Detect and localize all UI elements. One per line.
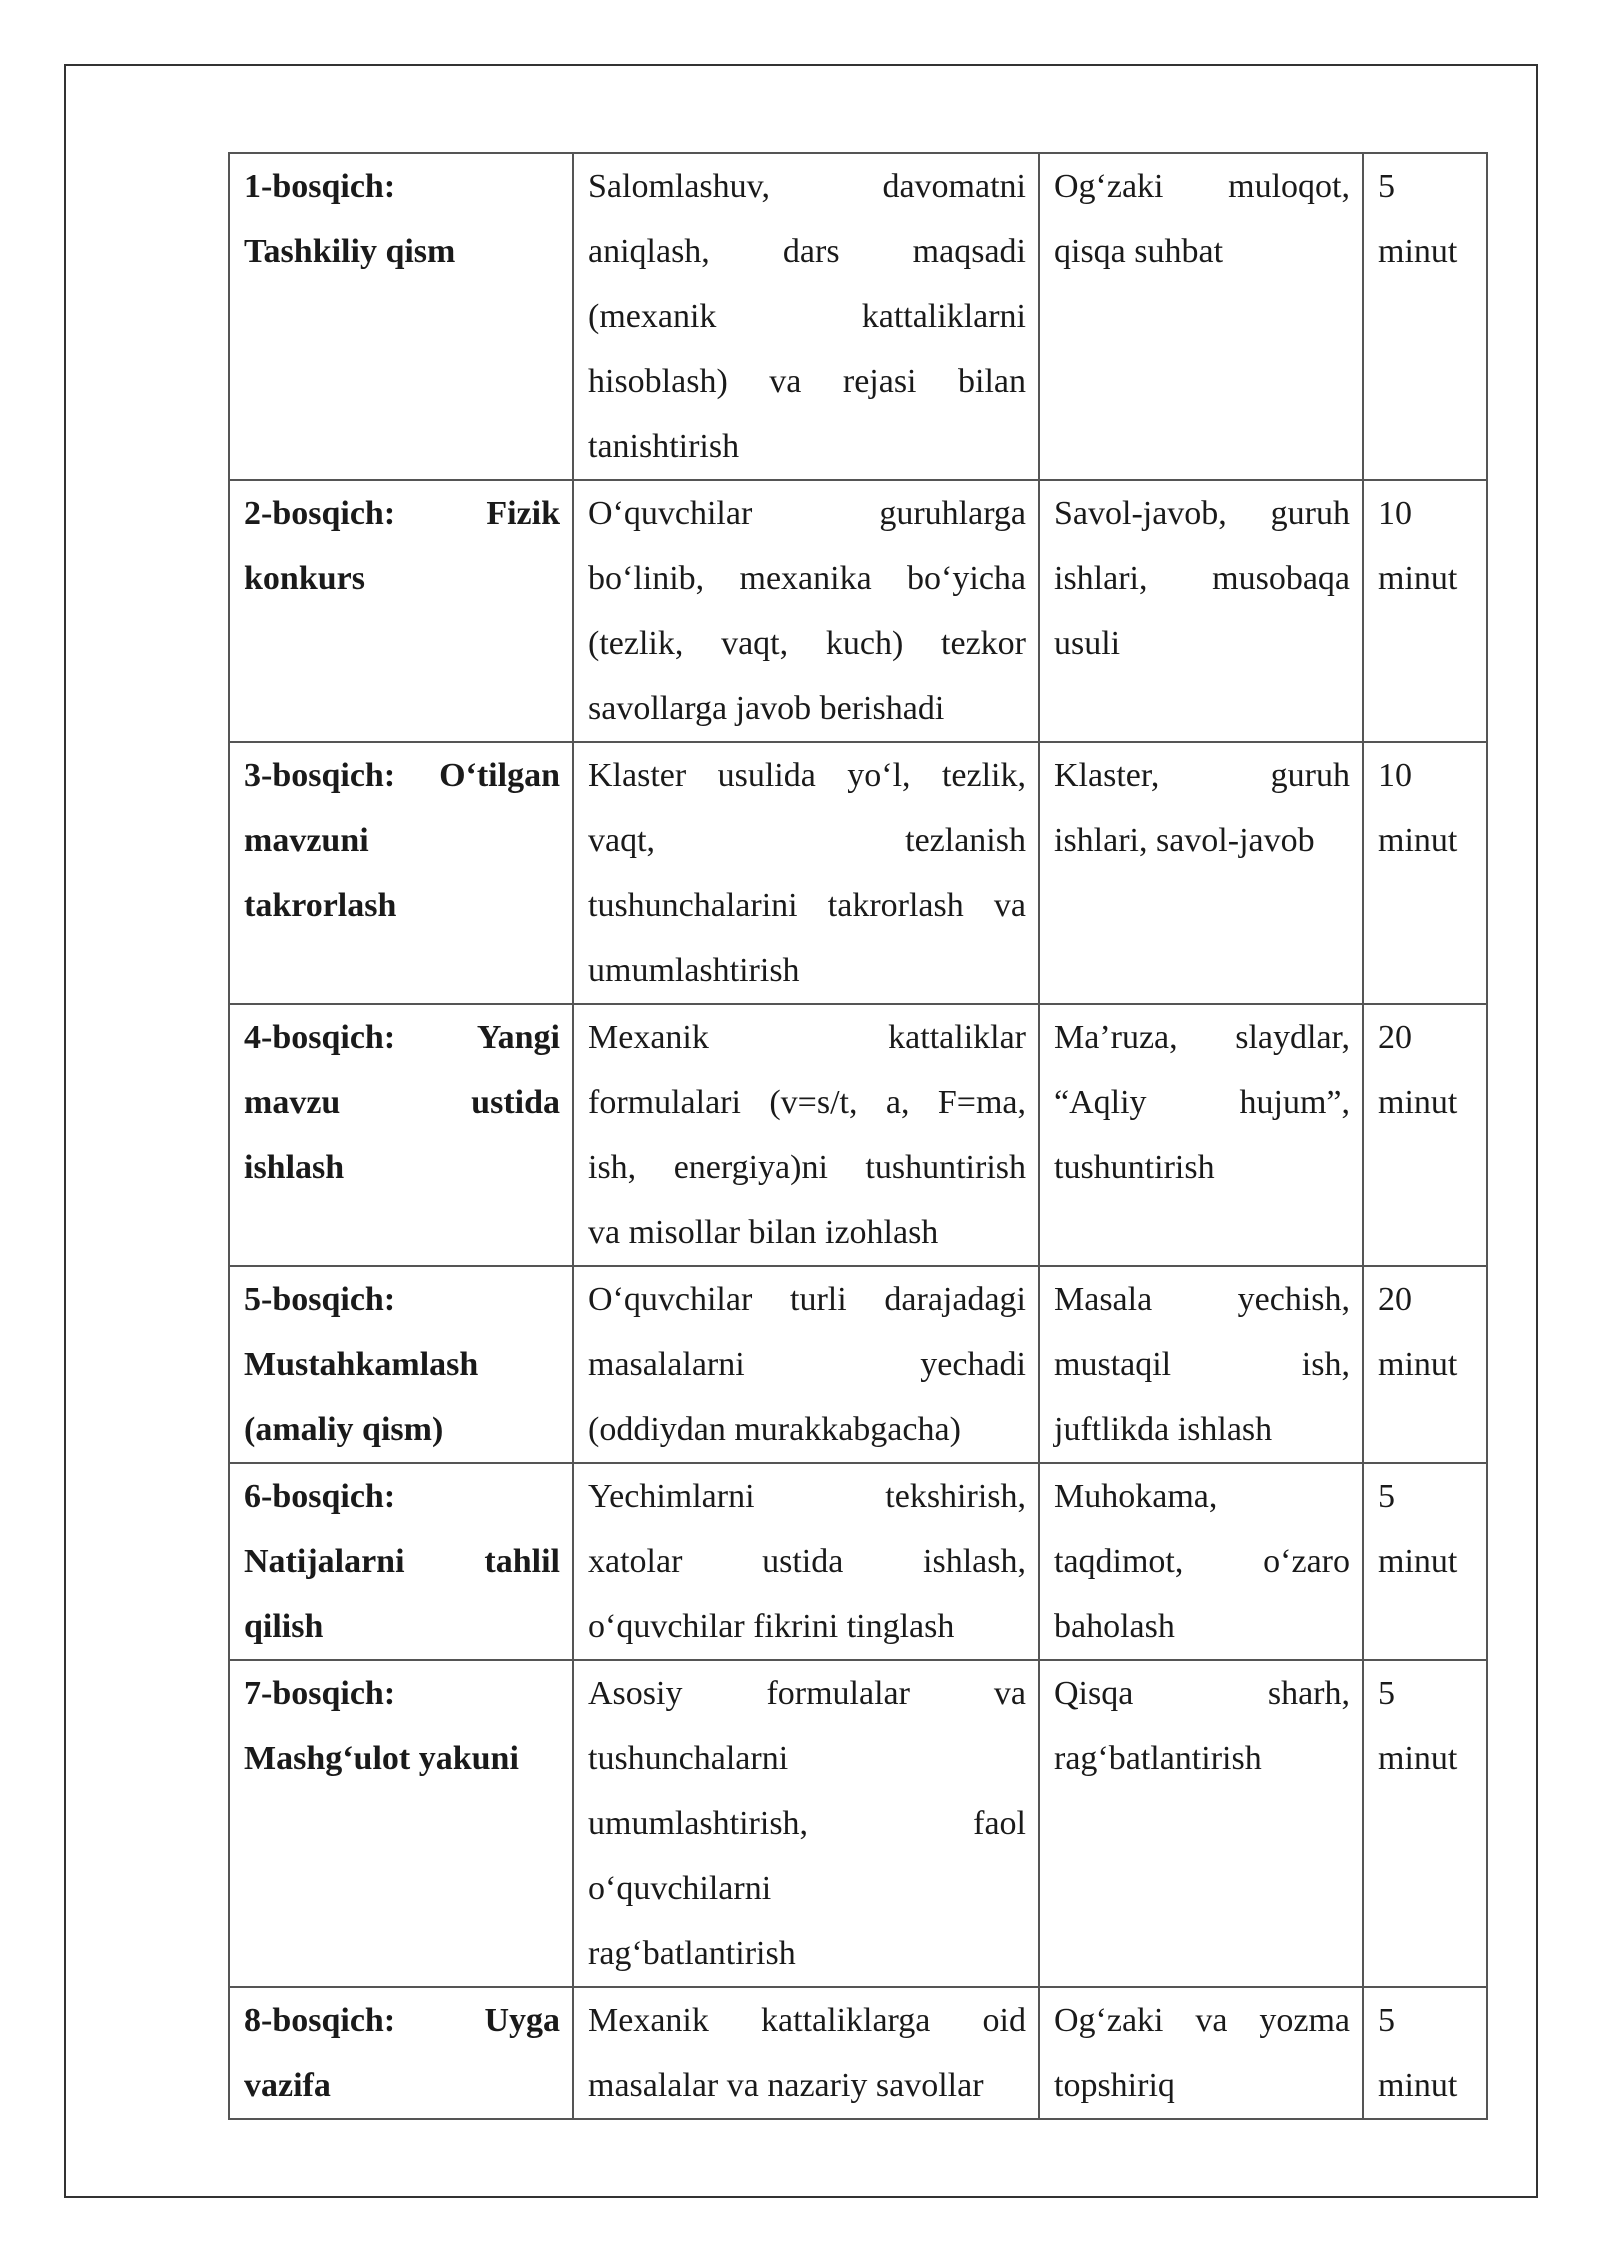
activity-cell-line: (tezlik, vaqt, kuch) tezkor xyxy=(588,625,1026,662)
stage-cell xyxy=(229,1266,573,1463)
stage-cell-line: 3-bosqich: O‘tilgan xyxy=(244,757,560,794)
activity-cell-line: rag‘batlantirish xyxy=(588,1935,796,1972)
method-cell-line: rag‘batlantirish xyxy=(1054,1740,1262,1777)
time-cell-line: 20 xyxy=(1378,1019,1412,1056)
time-cell xyxy=(1363,480,1487,742)
method-cell-line: taqdimot, o‘zaro xyxy=(1054,1543,1350,1580)
method-cell-line: qisqa suhbat xyxy=(1054,233,1224,270)
stage-cell-line: 6-bosqich: xyxy=(244,1478,396,1515)
time-cell xyxy=(1363,1463,1487,1660)
method-cell xyxy=(1039,1987,1363,2119)
stage-cell-line: takrorlash xyxy=(244,887,397,924)
method-cell xyxy=(1039,1463,1363,1660)
stage-cell-line: Tashkiliy qism xyxy=(244,233,456,270)
activity-cell-line: vaqt, tezlanish xyxy=(588,822,1026,859)
time-cell-line: 10 xyxy=(1378,495,1412,532)
stage-cell-line: Mashg‘ulot yakuni xyxy=(244,1740,519,1777)
stage-cell-line: Mustahkamlash xyxy=(244,1346,479,1383)
activity-cell-line: Yechimlarni tekshirish, xyxy=(588,1478,1026,1515)
time-cell xyxy=(1363,1987,1487,2119)
method-cell-line: tushuntirish xyxy=(1054,1149,1215,1186)
time-cell xyxy=(1363,153,1487,480)
method-cell-line: Savol-javob, guruh xyxy=(1054,495,1350,532)
time-cell xyxy=(1363,742,1487,1004)
method-cell-line: “Aqliy hujum”, xyxy=(1054,1084,1350,1121)
activity-cell-line: O‘quvchilar turli darajadagi xyxy=(588,1281,1026,1318)
time-cell-line: minut xyxy=(1378,822,1458,859)
method-cell-line: Og‘zaki va yozma xyxy=(1054,2002,1350,2039)
method-cell xyxy=(1039,742,1363,1004)
table-row xyxy=(229,1266,1487,1463)
activity-cell-line: umumlashtirish, faol xyxy=(588,1805,1026,1842)
activity-cell-line: Klaster usulida yo‘l, tezlik, xyxy=(588,757,1026,794)
stage-cell-line: 2-bosqich: Fizik xyxy=(244,495,560,532)
stage-cell xyxy=(229,1987,573,2119)
activity-cell-line: masalalarni yechadi xyxy=(588,1346,1026,1383)
activity-cell xyxy=(573,1266,1039,1463)
method-cell-line: Ma’ruza, slaydlar, xyxy=(1054,1019,1350,1056)
method-cell-line: ishlari, musobaqa xyxy=(1054,560,1350,597)
time-cell-line: 5 xyxy=(1378,2002,1395,2039)
table-body xyxy=(229,153,1487,2119)
activity-cell xyxy=(573,742,1039,1004)
method-cell-line: Qisqa sharh, xyxy=(1054,1675,1350,1712)
method-cell-line: Og‘zaki muloqot, xyxy=(1054,168,1350,205)
stage-cell-line: ishlash xyxy=(244,1149,345,1186)
activity-cell-line: hisoblash) va rejasi bilan xyxy=(588,363,1026,400)
activity-cell xyxy=(573,1463,1039,1660)
activity-cell-line: O‘quvchilar guruhlarga xyxy=(588,495,1026,532)
activity-cell-line: o‘quvchilarni xyxy=(588,1870,772,1907)
method-cell-line: ishlari, savol-javob xyxy=(1054,822,1315,859)
time-cell-line: 5 xyxy=(1378,168,1395,205)
method-cell xyxy=(1039,1660,1363,1987)
stage-cell-line: konkurs xyxy=(244,560,365,597)
activity-cell-line: aniqlash, dars maqsadi xyxy=(588,233,1026,270)
activity-cell-line: masalalar va nazariy savollar xyxy=(588,2067,984,2104)
method-cell-line: Masala yechish, xyxy=(1054,1281,1350,1318)
time-cell-line: minut xyxy=(1378,1543,1458,1580)
method-cell-line: juftlikda ishlash xyxy=(1054,1411,1273,1448)
method-cell-line: Muhokama, xyxy=(1054,1478,1218,1515)
table-row xyxy=(229,153,1487,480)
time-cell-line: 20 xyxy=(1378,1281,1412,1318)
activity-cell-line: xatolar ustida ishlash, xyxy=(588,1543,1026,1580)
activity-cell-line: (mexanik kattaliklarni xyxy=(588,298,1026,335)
activity-cell xyxy=(573,1987,1039,2119)
stage-cell xyxy=(229,1004,573,1266)
activity-cell-line: savollarga javob berishadi xyxy=(588,690,945,727)
table-row xyxy=(229,1463,1487,1660)
time-cell-line: minut xyxy=(1378,560,1458,597)
activity-cell-line: bo‘linib, mexanika bo‘yicha xyxy=(588,560,1026,597)
activity-cell-line: ish, energiya)ni tushuntirish xyxy=(588,1149,1026,1186)
table-row xyxy=(229,742,1487,1004)
activity-cell-line: tanishtirish xyxy=(588,428,740,465)
stage-cell-line: 4-bosqich: Yangi xyxy=(244,1019,560,1056)
stage-cell xyxy=(229,480,573,742)
table-row xyxy=(229,480,1487,742)
time-cell-line: minut xyxy=(1378,2067,1458,2104)
stage-cell-line: 5-bosqich: xyxy=(244,1281,396,1318)
activity-cell-line: (oddiydan murakkabgacha) xyxy=(588,1411,961,1448)
activity-cell-line: Salomlashuv, davomatni xyxy=(588,168,1026,205)
stage-cell-line: vazifa xyxy=(244,2067,331,2104)
activity-cell-line: formulalari (v=s/t, a, F=ma, xyxy=(588,1084,1026,1121)
stage-cell xyxy=(229,1660,573,1987)
stage-cell-line: 8-bosqich: Uyga xyxy=(244,2002,560,2039)
activity-cell xyxy=(573,1004,1039,1266)
stage-cell-line: mavzuni xyxy=(244,822,369,859)
method-cell xyxy=(1039,1004,1363,1266)
lesson-plan-table xyxy=(228,152,1488,2120)
time-cell-line: minut xyxy=(1378,233,1458,270)
activity-cell-line: umumlashtirish xyxy=(588,952,800,989)
activity-cell-line: tushunchalarini takrorlash va xyxy=(588,887,1026,924)
time-cell-line: 5 xyxy=(1378,1478,1395,1515)
activity-cell-line: va misollar bilan izohlash xyxy=(588,1214,939,1251)
time-cell-line: minut xyxy=(1378,1084,1458,1121)
method-cell-line: baholash xyxy=(1054,1608,1175,1645)
time-cell xyxy=(1363,1004,1487,1266)
activity-cell-line: Mexanik kattaliklarga oid xyxy=(588,2002,1026,2039)
stage-cell xyxy=(229,1463,573,1660)
time-cell-line: 10 xyxy=(1378,757,1412,794)
method-cell xyxy=(1039,1266,1363,1463)
activity-cell-line: Asosiy formulalar va xyxy=(588,1675,1026,1712)
time-cell-line: minut xyxy=(1378,1740,1458,1777)
activity-cell-line: o‘quvchilar fikrini tinglash xyxy=(588,1608,955,1645)
activity-cell-line: tushunchalarni xyxy=(588,1740,789,1777)
method-cell-line: usuli xyxy=(1054,625,1121,662)
method-cell-line: mustaqil ish, xyxy=(1054,1346,1350,1383)
stage-cell-line: qilish xyxy=(244,1608,324,1645)
stage-cell-line: Natijalarni tahlil xyxy=(244,1543,560,1580)
method-cell xyxy=(1039,153,1363,480)
table-row xyxy=(229,1987,1487,2119)
stage-cell-line: 1-bosqich: xyxy=(244,168,396,205)
stage-cell xyxy=(229,153,573,480)
method-cell-line: topshiriq xyxy=(1054,2067,1175,2104)
stage-cell-line: 7-bosqich: xyxy=(244,1675,396,1712)
method-cell-line: Klaster, guruh xyxy=(1054,757,1350,794)
activity-cell-line: Mexanik kattaliklar xyxy=(588,1019,1026,1056)
stage-cell-line: mavzu ustida xyxy=(244,1084,560,1121)
table-row xyxy=(229,1004,1487,1266)
time-cell-line: 5 xyxy=(1378,1675,1395,1712)
activity-cell xyxy=(573,153,1039,480)
time-cell-line: minut xyxy=(1378,1346,1458,1383)
time-cell xyxy=(1363,1266,1487,1463)
table-row xyxy=(229,1660,1487,1987)
activity-cell xyxy=(573,480,1039,742)
stage-cell xyxy=(229,742,573,1004)
activity-cell xyxy=(573,1660,1039,1987)
time-cell xyxy=(1363,1660,1487,1987)
method-cell xyxy=(1039,480,1363,742)
stage-cell-line: (amaliy qism) xyxy=(244,1411,444,1448)
